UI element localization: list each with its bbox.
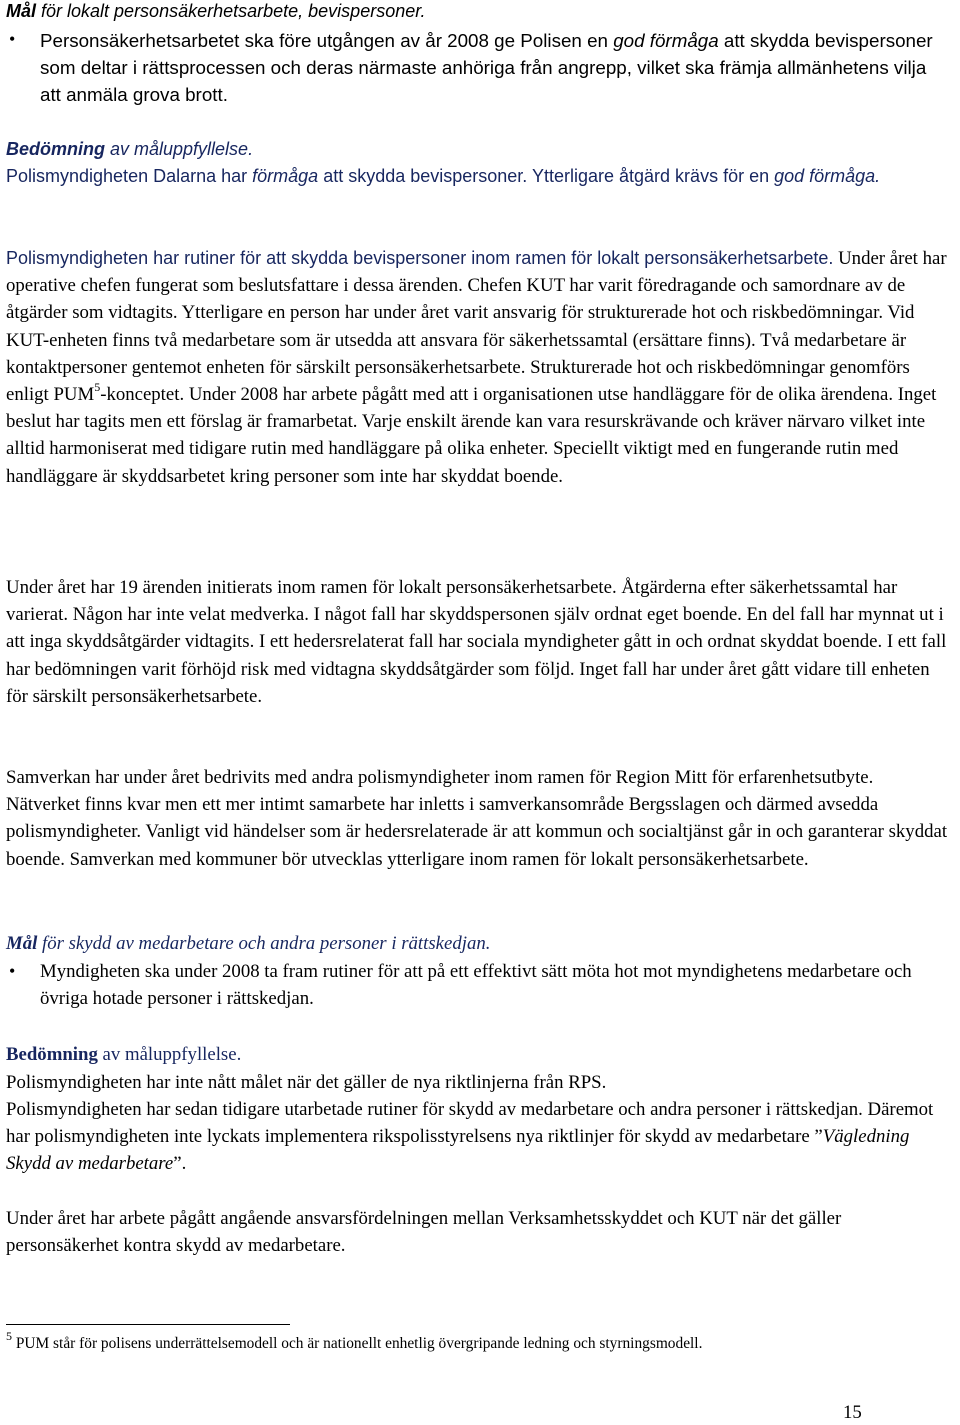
bullet-text: Personsäkerhetsarbetet ska före utgången av år 2008 ge Polisen en bbox=[40, 30, 614, 51]
paragraph-emphasis: Vägledning Skydd av medarbetare bbox=[6, 1126, 910, 1175]
paragraph-lead: Polismyndigheten har rutiner för att skydda bevispersoner inom ramen för lokalt personsäkerhetsarbete. bbox=[6, 248, 834, 268]
assessment-heading-1 bbox=[6, 136, 948, 163]
assessment-heading-2 bbox=[6, 1041, 948, 1068]
bullet-text-end: att skydda bevispersoner som deltar i rättsprocessen och deras närmaste anhöriga från angrepp, vilket ska främja allmänhetens vilja att anmäla grova brott. bbox=[40, 30, 933, 106]
body-paragraph bbox=[6, 245, 948, 490]
bullet-text: Myndigheten ska under 2008 ta fram rutiner för att på ett effektivt sätt möta hot mot myndighetens medarbetare och övriga hotade personer i rättskedjan. bbox=[40, 961, 912, 1010]
assessment-status-1 bbox=[6, 163, 948, 190]
status-text: Polismyndigheten Dalarna har bbox=[6, 166, 253, 186]
assessment-text: av måluppfyllelse. bbox=[97, 1044, 242, 1065]
footnote bbox=[6, 1328, 946, 1354]
footnote-separator bbox=[6, 1324, 290, 1325]
assessment-status-2 bbox=[6, 1069, 948, 1096]
goal-text: för skydd av medarbetare och andra personer i rättskedjan. bbox=[37, 933, 491, 954]
status-emphasis-2: god förmåga. bbox=[774, 166, 881, 186]
goal-bullet-2 bbox=[40, 958, 940, 1012]
body-paragraph-5 bbox=[6, 1205, 948, 1259]
paragraph-text: Under året har operative chefen fungerat som beslutsfattare i dessa ärenden. Chefen KUT har varit föredragande och samordnare av de åtgärder som vidtagits. Ytterligare en person har under året varit ansvarig för strukturerade hot och riskbedömningar. Vid KUT-enheten finns två medarbetare som är utsedda att ansvara för säkerhetssamtal (ersättare finns). Två medarbetare är kontaktpersoner gentemot enheten för särskilt personsäkerhetsarbete. Strukturerade hot och riskbedömningar genomförs enligt PUM bbox=[6, 248, 947, 406]
paragraph-text-end: -konceptet. Under 2008 har arbete pågått med att i organisationen utse handläggare för de olika ärendena. Inget beslut har tagits men ett förslag är framarbetat. Varje enskilt ärende kan vara resurskrävande och kräver närvaro vilket inte alltid harmoniserat med tidigare rutin med handläggare på olika enheter. Speciellt viktigt med en fungerande rutin med handläggare är skyddsarbetet kring personer som inte har skyddat boende. bbox=[6, 384, 937, 487]
bullet-icon: • bbox=[9, 961, 16, 981]
body-paragraph-2 bbox=[6, 574, 948, 710]
goal-bullet-1 bbox=[40, 27, 940, 109]
paragraph-text: Polismyndigheten har sedan tidigare utarbetade rutiner för skydd av medarbetare och andra personer i rättskedjan. Däremot har polismyndigheten inte lyckats implementera rikspolisstyrelsens nya riktlinjer för skydd av medarbetare ” bbox=[6, 1099, 934, 1148]
goal-word: Mål bbox=[6, 1, 37, 21]
bullet-icon: • bbox=[9, 29, 16, 49]
status-emphasis: förmåga bbox=[252, 166, 319, 186]
body-paragraph-4 bbox=[6, 1096, 948, 1178]
page-number: 15 bbox=[843, 1402, 862, 1423]
paragraph-text: Under året har arbete pågått angående ansvarsfördelningen mellan Verksamhetsskyddet och KUT när det gäller personsäkerhet kontra skydd av medarbetare. bbox=[6, 1208, 842, 1257]
paragraph-text: Samverkan har under året bedrivits med andra polismyndigheter inom ramen för Region Mitt för erfarenhetsutbyte. Nätverket finns kvar men ett mer intimt samarbete har inletts i samverkansområde Bergsslagen och därmed avsedda polismyndigheter. Vanligt vid händelser som är hedersrelaterade är att kommun och socialtjänst går in och garanterar skyddat boende. Samverkan med kommuner bör utvecklas ytterligare inom ramen för lokalt personsäkerhetsarbete. bbox=[6, 767, 948, 870]
status-text: Polismyndigheten har inte nått målet när det gäller de nya riktlinjerna från RPS. bbox=[6, 1072, 607, 1093]
paragraph-text-end: ”. bbox=[173, 1153, 187, 1175]
bullet-emphasis: god förmåga bbox=[613, 30, 719, 51]
goal-heading-2 bbox=[6, 930, 948, 957]
assessment-text: av måluppfyllelse. bbox=[105, 139, 254, 159]
footnote-text: PUM står för polisens underrättelsemodell och är nationellt enhetlig övergripande ledning och styrningsmodell. bbox=[12, 1335, 703, 1352]
assessment-word: Bedömning bbox=[6, 1044, 98, 1065]
paragraph-text: Under året har 19 ärenden initierats inom ramen för lokalt personsäkerhetsarbete. Åtgärderna efter säkerhetssamtal har varierat. Någon har inte velat medverka. I något fall har skyddspersonen själv ordnat eget boende. En del fall har mynnat ut i att inga skyddsåtgärder vidtagits. I ett hedersrelaterat fall har sociala myndigheter gått in och ordnat skyddat boende. I ett fall har bedömningen varit förhöjd risk med vidtagna skyddsåtgärder som följd. Inget fall har under året gått vidare till enheten för särskilt personsäkerhetsarbete. bbox=[6, 577, 947, 707]
assessment-word: Bedömning bbox=[6, 139, 105, 159]
footnote-ref: 5 bbox=[94, 379, 101, 394]
status-text-2: att skydda bevispersoner. Ytterligare åtgärd krävs för en bbox=[318, 166, 775, 186]
footnote-number: 5 bbox=[6, 1328, 12, 1343]
body-paragraph-3 bbox=[6, 764, 948, 873]
goal-heading-1 bbox=[6, 0, 948, 22]
goal-text: för lokalt personsäkerhetsarbete, bevispersoner. bbox=[36, 1, 426, 21]
goal-word: Mål bbox=[6, 933, 38, 954]
